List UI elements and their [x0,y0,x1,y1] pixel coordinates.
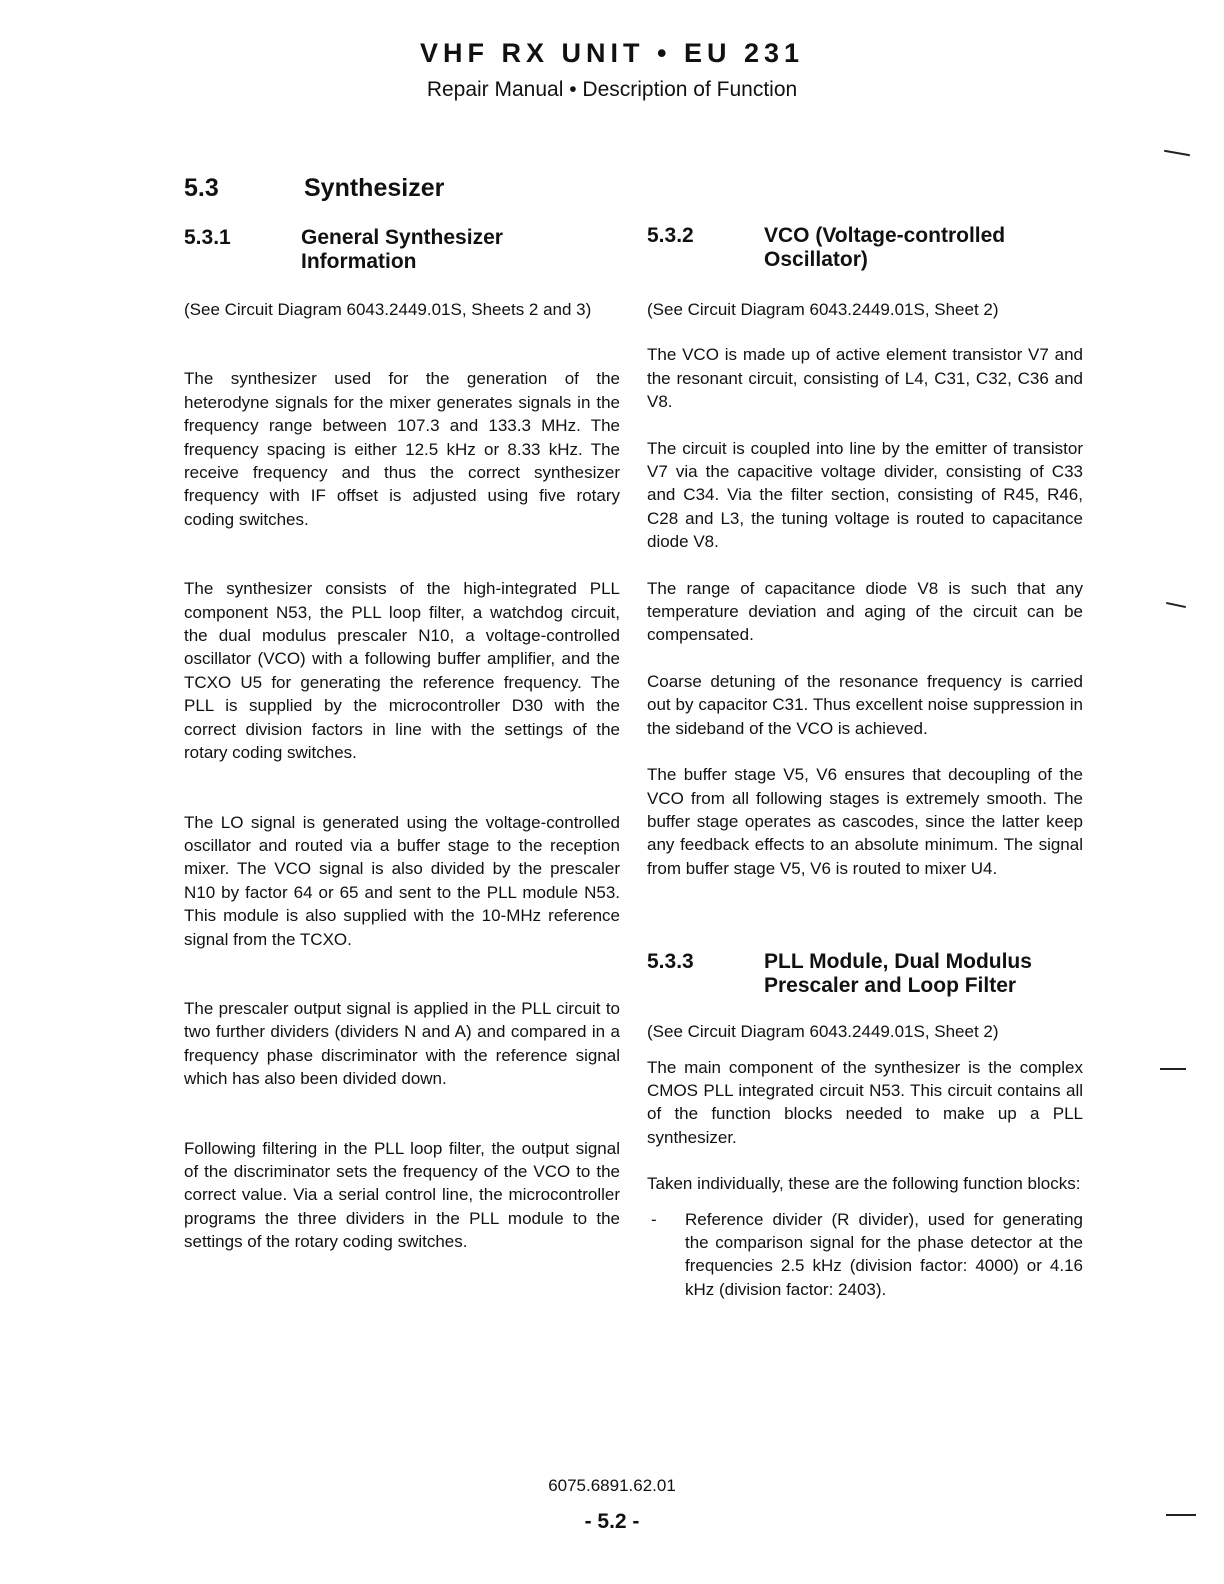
bullet-marker: - [651,1209,657,1229]
document-number: 6075.6891.62.01 [548,1476,676,1495]
section-number: 5.3 [184,174,219,202]
paragraph: The buffer stage V5, V6 ensures that decoupling of the VCO from all following stages is extremely smooth. The buffer stage operates as cascodes, since the latter keep any feedback effects to an absolute minimum. The signal from buffer stage V5, V6 is routed to mixer U4. [647,765,1083,878]
paragraph: Following filtering in the PLL loop filter, the output signal of the discriminator sets the frequency of the VCO to the correct value. Via a serial control line, the microcontroller programs the three dividers in the PLL module to the settings of the rotary coding switches. [184,1138,620,1252]
page-number: - 5.2 - [584,1510,640,1533]
section-heading [184,174,444,203]
paragraph: Taken individually, these are the following function blocks: [647,1174,1081,1194]
document-subtitle: Repair Manual • Description of Function [426,78,798,101]
left-column [184,226,620,1254]
paragraph: The main component of the synthesizer is the complex CMOS PLL integrated circuit N53. This circuit contains all of the function blocks needed to make up a PLL synthesizer. [647,1057,1083,1147]
section-title: Synthesizer [304,174,445,202]
margin-mark [1164,150,1190,156]
subsection-title: PLL Module, Dual Modulus Prescaler and Loop Filter [764,950,1032,998]
document-title: VHF RX UNIT • EU 231 [419,38,804,68]
subsection-title: General Synthesizer Information [301,226,503,273]
circuit-diagram-reference: (See Circuit Diagram 6043.2449.01S, Sheet 2) [647,300,999,319]
paragraph: The circuit is coupled into line by the emitter of transistor V7 via the capacitive voltage divider, consisting of C33 and C34. Via the filter section, consisting of R45, R46, C28 and L3, the tuning voltage is routed to capacitance diode V8. [647,438,1083,552]
subsection-heading-general [184,226,620,274]
list-item [647,1208,1083,1302]
list-item-text: Reference divider (R divider), used for generating the comparison signal for the phase detector at the frequencies 2.5 kHz (division factor: 4000) or 4.16 kHz (division factor: 2403). [685,1209,1083,1299]
circuit-diagram-reference: (See Circuit Diagram 6043.2449.01S, Sheet 2) [647,1022,999,1042]
paragraph: The synthesizer used for the generation of the heterodyne signals for the mixer generates signals in the frequency range between 107.3 and 133.3 MHz. The frequency spacing is either 12.5 kHz or 8.33 kHz. The receive frequency and thus the correct synthesizer frequency with IF offset is adjusted using five rotary coding switches. [184,369,620,529]
right-column [647,224,1083,1301]
subsection-number: 5.3.1 [184,226,231,249]
paragraph: The synthesizer consists of the high-integrated PLL component N53, the PLL loop filter, a watchdog circuit, the dual modulus prescaler N10, a voltage-controlled oscillator (VCO) with a following buffer amplifier, and the TCXO U5 for generating the reference frequency. The PLL is supplied by the microcontroller D30 with the correct division factors in line with the settings of the rotary coding switches. [184,579,620,763]
paragraph: The prescaler output signal is applied in the PLL circuit to two further dividers (dividers N and A) and compared in a frequency phase discriminator with the reference signal which has also been divided down. [184,998,620,1089]
circuit-diagram-reference: (See Circuit Diagram 6043.2449.01S, Sheets 2 and 3) [184,300,592,319]
subsection-heading-pll [647,950,1083,998]
paragraph: The LO signal is generated using the voltage-controlled oscillator and routed via a buffer stage to the reception mixer. The VCO signal is also divided by the prescaler N10 by factor 64 or 65 and sent to the PLL module N53. This module is also supplied with the 10-MHz reference signal from the TCXO. [184,812,620,949]
margin-mark [1166,602,1186,608]
subsection-number: 5.3.3 [647,950,694,974]
margin-mark [1166,1514,1196,1516]
subsection-number: 5.3.2 [647,224,694,247]
subsection-title: VCO (Voltage-controlled Oscillator) [764,224,1006,271]
paragraph: Coarse detuning of the resonance frequency is carried out by capacitor C31. Thus excellent noise suppression in the sideband of the VCO is achieved. [647,671,1083,738]
paragraph: The range of capacitance diode V8 is such that any temperature deviation and aging of the circuit can be compensated. [647,578,1083,645]
paragraph: The VCO is made up of active element transistor V7 and the resonant circuit, consisting of L4, C31, C32, C36 and V8. [647,345,1083,412]
margin-mark [1160,1068,1186,1070]
subsection-heading-vco [647,224,1083,272]
